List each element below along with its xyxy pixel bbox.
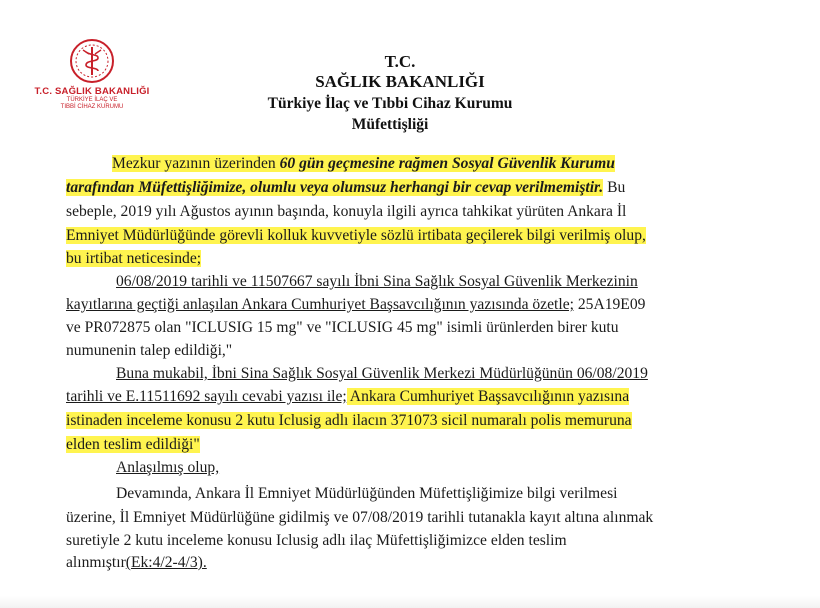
logo-line-1: T.C. SAĞLIK BAKANLIĞI: [34, 86, 150, 97]
paragraph-5-line-2: [66, 508, 653, 528]
p2-text: 25A19E09: [573, 296, 646, 313]
p1-emphasis: tarafından Müfettişliğimize, olumlu veya olumsuz herhangi bir cevap verilmemiştir.: [66, 179, 604, 196]
p1-emphasis: 60 gün geçmesine rağmen Sosyal Güvenlik Kurumu: [279, 155, 615, 172]
p5-text: Devamında, Ankara İl Emniyet Müdürlüğünden Müfettişliğimize bilgi verilmesi: [116, 485, 618, 502]
paragraph-1-line-3: [66, 202, 626, 222]
p1-text: Mezkur yazının üzerinden: [112, 155, 280, 172]
header-ministry: SAĞLIK BAKANLIĞI: [315, 72, 485, 91]
p2-text: numunenin talep edildiği,": [66, 342, 233, 359]
p5-text: suretiyle 2 kutu inceleme konusu Iclusig adlı ilaç Müfettişliğimizce elden teslim: [66, 532, 567, 549]
paragraph-3-line-1: [116, 364, 648, 384]
paragraph-5-line-4: [66, 553, 207, 573]
paragraph-2-line-3: [66, 318, 619, 338]
p1-text: Bu: [603, 179, 626, 196]
header-inspectorate: Müfettişliği: [351, 116, 429, 133]
logo-line-3: TIBBİ CİHAZ KURUMU: [60, 104, 124, 110]
paragraph-1-line-5: [66, 249, 201, 269]
page-bottom-edge: [0, 596, 820, 608]
p2-text: kayıtlarına geçtiği anlaşılan Ankara Cumhuriyet Başsavcılığının yazısında özetle;: [66, 296, 574, 313]
p1-text: sebeple, 2019 yılı Ağustos ayının başında, konuyla ilgili ayrıca tahkikat yürüten Ankara İl: [66, 203, 627, 220]
paragraph-1-line-1: [112, 154, 615, 174]
p1-text: bu irtibat neticesinde;: [66, 250, 202, 267]
header-agency: Türkiye İlaç ve Tıbbi Cihaz Kurumu: [267, 95, 513, 112]
p5-text: alınmıştır: [66, 554, 126, 571]
paragraph-1-line-2: [66, 178, 625, 198]
paragraph-3-line-4: [66, 435, 200, 455]
paragraph-4-line-1: [116, 458, 219, 478]
p3-highlight: Ankara Cumhuriyet Başsavcılığının yazısına: [346, 388, 630, 405]
paragraph-3-line-3: [66, 411, 632, 431]
p1-text: Emniyet Müdürlüğünde görevli kolluk kuvvetiyle sözlü irtibata geçilerek bilgi verilmiş olup,: [66, 227, 646, 244]
logo-line-2: TÜRKİYE İLAÇ VE: [66, 97, 118, 103]
paragraph-5-line-3: [66, 531, 567, 551]
paragraph-2-line-4: [66, 341, 232, 361]
p3-highlight: elden teslim edildiği": [66, 436, 200, 453]
p4-text: Anlaşılmış olup,: [116, 459, 220, 476]
paragraph-1-line-4: [66, 226, 646, 246]
paragraph-5-line-1: [116, 484, 618, 504]
paragraph-3-line-2: [66, 387, 629, 407]
paragraph-2-line-1: [116, 272, 638, 292]
p3-text: Buna mukabil, İbni Sina Sağlık Sosyal Güvenlik Merkezi Müdürlüğünün 06/08/2019: [116, 365, 648, 382]
p2-text: ve PR072875 olan "ICLUSIG 15 mg" ve "ICLUSIG 45 mg" isimli ürünlerden birer kutu: [66, 319, 619, 336]
p5-text: üzerine, İl Emniyet Müdürlüğüne gidilmiş ve 07/08/2019 tarihli tutanakla kayıt altına alınmak: [66, 509, 654, 526]
header-tc: T.C.: [384, 52, 416, 71]
p2-text: 06/08/2019 tarihli ve 11507667 sayılı İbni Sina Sağlık Sosyal Güvenlik Merkezinin: [116, 273, 638, 290]
p3-text: tarihli ve E.11511692 sayılı cevabi yazısı ile;: [66, 388, 347, 405]
paragraph-2-line-2: [66, 295, 645, 315]
attachment-reference: (Ek:4/2-4/3).: [125, 554, 207, 571]
p3-highlight: istinaden inceleme konusu 2 kutu Iclusig adlı ilacın 371073 sicil numaralı polis memuruna: [66, 412, 632, 429]
